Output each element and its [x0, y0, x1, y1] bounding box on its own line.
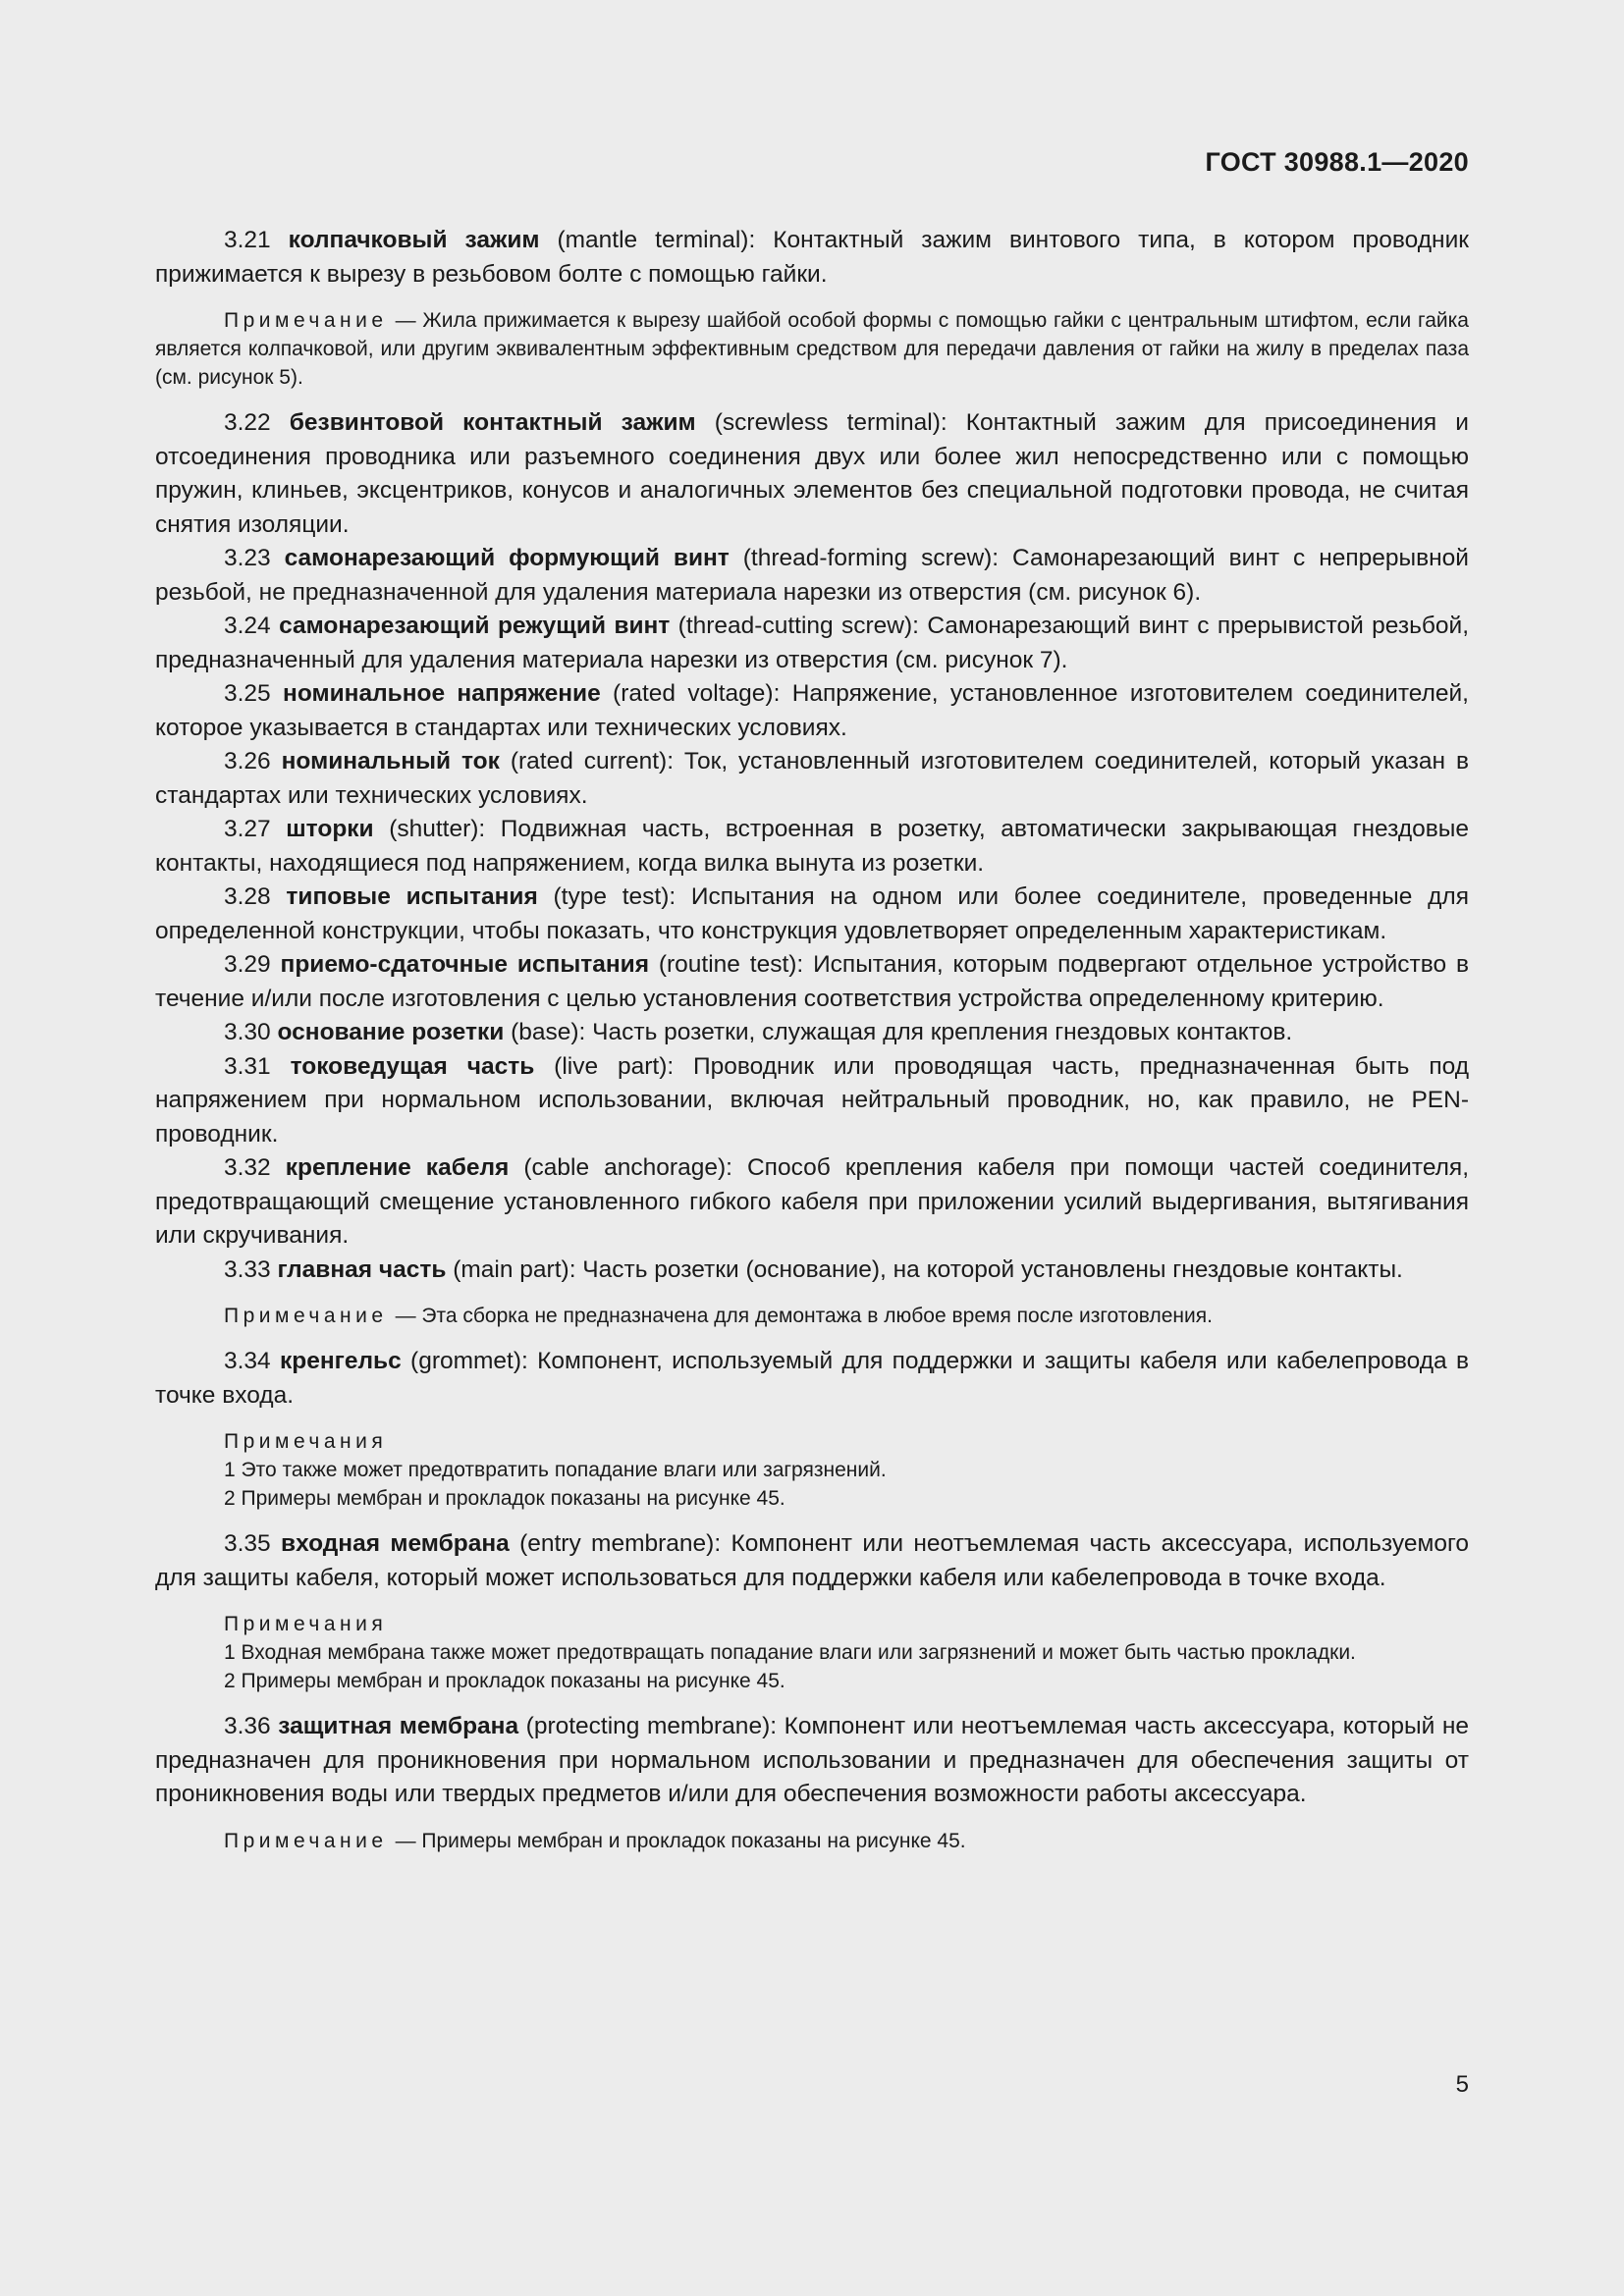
term-definition: : Часть розетки (основание), на которой установлены гнездовые контакты.	[568, 1255, 1403, 1283]
term-definition: : Ток, установленный изготовителем соединителей, который указан в стандартах или технических условиях.	[155, 748, 1470, 809]
term-english: (live part)	[534, 1052, 668, 1080]
term-english: (protecting membrane)	[518, 1713, 771, 1739]
note-dash: —	[395, 1305, 416, 1327]
term-title: самонарезающий формующий винт	[284, 545, 730, 571]
note-item: 1 Входная мембрана также может предотвращать попадание влаги или загрязнений и может быть частью прокладки.	[224, 1641, 1356, 1664]
note-text: Эта сборка не предназначена для демонтажа в любое время после изготовления.	[421, 1305, 1213, 1327]
note-3-33	[155, 1302, 1469, 1330]
term-number: 3.23	[224, 545, 271, 571]
term-english: (shutter)	[373, 816, 479, 842]
notes-heading: Примечания	[224, 1430, 388, 1453]
term-entry-3-33	[155, 1254, 1469, 1288]
term-entry-3-28	[155, 881, 1469, 948]
note-label: Примечание	[224, 1829, 388, 1852]
term-entry-3-24	[155, 610, 1469, 677]
term-english: (rated current)	[499, 748, 668, 774]
term-number: 3.24	[224, 613, 271, 639]
term-title: приемо-сдаточные испытания	[280, 951, 650, 978]
notes-3-34	[155, 1427, 1469, 1513]
term-title: основание розетки	[277, 1019, 505, 1045]
term-number: 3.22	[224, 409, 271, 436]
note-label: Примечание	[224, 1305, 388, 1327]
term-number: 3.35	[224, 1530, 271, 1557]
term-title: защитная мембрана	[278, 1713, 519, 1739]
term-definition: : Контактный зажим винтового типа, в котором проводник прижимается к вырезу в резьбовом болте с помощью гайки.	[155, 227, 1469, 288]
term-entry-3-30	[155, 1016, 1469, 1050]
term-english: (type test)	[537, 883, 670, 910]
term-number: 3.32	[224, 1154, 271, 1181]
term-definition: : Испытания на одном или более соединителе, проведенные для определенной конструкции, чтобы показать, что конструкция удовлетворяет определенным характеристикам.	[155, 883, 1469, 944]
term-english: (entry membrane)	[509, 1530, 715, 1557]
term-title: главная часть	[277, 1255, 447, 1283]
term-number: 3.31	[224, 1052, 271, 1080]
term-number: 3.33	[224, 1255, 271, 1283]
notes-3-35	[155, 1610, 1469, 1695]
term-definition: : Компонент, используемый для поддержки и защиты кабеля или кабелепровода в точке входа.	[155, 1348, 1469, 1409]
term-title: крепление кабеля	[285, 1154, 510, 1181]
note-3-21	[155, 306, 1469, 392]
term-entry-3-22	[155, 406, 1469, 542]
term-entry-3-31	[155, 1050, 1469, 1152]
term-definition: : Напряжение, установленное изготовителем соединителей, которое указывается в стандартах или технических условиях.	[155, 680, 1469, 741]
term-definition: : Проводник или проводящая часть, предназначенная быть под напряжением при нормальном использовании, включая нейтральный проводник, но, как правило, не PEN-проводник.	[155, 1052, 1469, 1148]
document-code: ГОСТ 30988.1—2020	[1205, 147, 1469, 177]
term-english: (grommet)	[401, 1348, 522, 1374]
term-english: (thread-forming screw)	[729, 545, 993, 571]
term-definition: : Контактный зажим для присоединения и отсоединения проводника или разъемного соединения двух или более жил непосредственно или с помощью пружин, клиньев, эксцентриков, конусов и аналогичных элементов без специальной подготовки провода, не считая снятия изоляции.	[155, 409, 1469, 538]
term-title: самонарезающий режущий винт	[279, 613, 671, 639]
term-entry-3-35	[155, 1527, 1469, 1595]
term-definition: : Самонарезающий винт с непрерывной резьбой, не предназначенной для удаления материала нарезки из отверстия (см. рисунок 6).	[155, 545, 1469, 606]
note-item: 1 Это также может предотвратить попадание влаги или загрязнений.	[224, 1459, 887, 1481]
term-entry-3-36	[155, 1710, 1469, 1812]
term-definition: : Компонент или неотъемлемая часть аксессуара, используемого для защиты кабеля, который может использоваться для поддержки кабеля или кабелепровода в точке входа.	[155, 1530, 1469, 1591]
page-number: 5	[1455, 2071, 1469, 2098]
term-entry-3-32	[155, 1151, 1469, 1254]
term-entry-3-25	[155, 677, 1469, 745]
term-english: (main part)	[446, 1255, 569, 1283]
term-number: 3.29	[224, 951, 271, 978]
term-entry-3-34	[155, 1345, 1469, 1413]
term-title: входная мембрана	[281, 1530, 510, 1557]
term-number: 3.21	[224, 227, 271, 253]
term-english: (cable anchorage)	[509, 1154, 727, 1181]
note-text: Примеры мембран и прокладок показаны на рисунке 45.	[421, 1829, 966, 1852]
term-english: (screwless terminal)	[695, 409, 941, 436]
term-number: 3.36	[224, 1713, 271, 1739]
term-number: 3.25	[224, 680, 271, 707]
term-number: 3.26	[224, 748, 271, 774]
term-definition: : Компонент или неотъемлемая часть аксессуара, который не предназначен для проникновения при нормальном использовании и предназначен для обеспечения защиты от проникновения воды или твердых предметов и/или для обеспечения возможности работы аксессуара.	[155, 1713, 1470, 1807]
term-english: (mantle terminal)	[539, 227, 749, 253]
term-english: (base)	[504, 1019, 579, 1045]
term-title: безвинтовой контактный зажим	[289, 409, 696, 436]
note-dash: —	[395, 309, 416, 332]
note-label: Примечание	[224, 309, 388, 332]
term-definition: : Подвижная часть, встроенная в розетку, автоматически закрывающая гнездовые контакты, находящиеся под напряжением, когда вилка вынута из розетки.	[155, 816, 1469, 877]
term-entry-3-29	[155, 948, 1469, 1016]
term-english: (thread-cutting screw)	[670, 613, 913, 639]
term-definition: : Самонарезающий винт с прерывистой резьбой, предназначенный для удаления материала нарезки из отверстия (см. рисунок 7).	[155, 613, 1470, 673]
term-definition: : Испытания, которым подвергают отдельное устройство в течение и/или после изготовления с целью установления соответствия устройства определенному критерию.	[155, 951, 1469, 1012]
term-definition: : Способ крепления кабеля при помощи частей соединителя, предотвращающий смещение установленного гибкого кабеля при приложении усилий выдергивания, вытягивания или скручивания.	[155, 1154, 1469, 1249]
note-dash: —	[395, 1829, 416, 1852]
term-title: номинальный ток	[281, 748, 500, 774]
term-entry-3-23	[155, 542, 1469, 610]
term-title: номинальное напряжение	[283, 680, 601, 707]
term-number: 3.34	[224, 1348, 271, 1374]
note-item: 2 Примеры мембран и прокладок показаны на рисунке 45.	[224, 1487, 785, 1510]
note-3-36	[155, 1827, 1469, 1855]
term-entry-3-26	[155, 745, 1469, 813]
term-number: 3.30	[224, 1019, 271, 1045]
term-number: 3.28	[224, 883, 271, 910]
document-body	[155, 224, 1469, 1870]
term-title: кренгельс	[280, 1348, 402, 1374]
term-title: колпачковый зажим	[288, 227, 540, 253]
term-number: 3.27	[224, 816, 271, 842]
term-title: токоведущая часть	[290, 1052, 535, 1080]
term-title: типовые испытания	[286, 883, 538, 910]
term-entry-3-21	[155, 224, 1469, 292]
term-english: (rated voltage)	[600, 680, 774, 707]
term-entry-3-27	[155, 813, 1469, 881]
notes-heading: Примечания	[224, 1613, 388, 1635]
term-definition: : Часть розетки, служащая для крепления гнездовых контактов.	[578, 1019, 1293, 1045]
term-english: (routine test)	[649, 951, 797, 978]
note-item: 2 Примеры мембран и прокладок показаны на рисунке 45.	[224, 1670, 785, 1692]
term-title: шторки	[286, 816, 374, 842]
note-text: Жила прижимается к вырезу шайбой особой формы с помощью гайки с центральным штифтом, если гайка является колпачковой, или другим эквивалентным эффективным средством для передачи давления от гайки на жилу в пределах паза (см. рисунок 5).	[155, 309, 1469, 389]
